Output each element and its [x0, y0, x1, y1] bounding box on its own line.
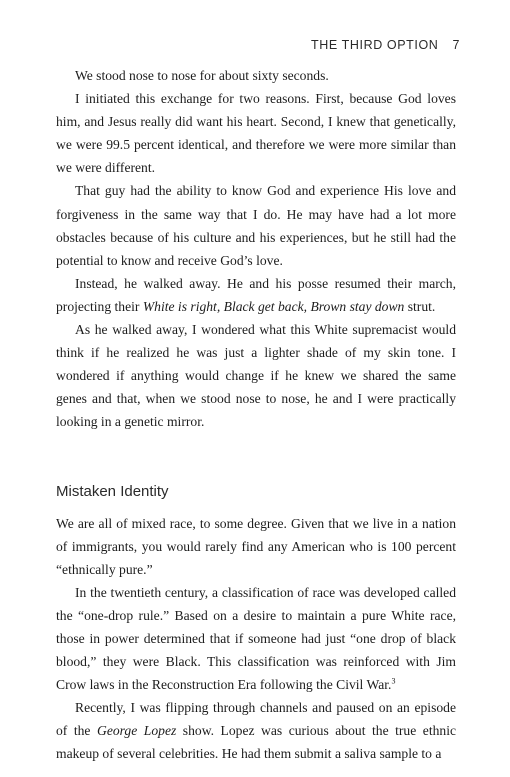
- paragraph: I initiated this exchange for two reasons. First, because God loves him, and Jesus really did want his heart. Second, I knew that genetically, we were 99.5 percent identical, and therefore we were more similar than we were different.: [56, 91, 456, 176]
- paragraph: We stood nose to nose for about sixty seconds.: [75, 68, 329, 83]
- chapter-title: THE THIRD OPTION: [311, 38, 439, 52]
- paragraph-text: strut.: [404, 298, 436, 314]
- paragraph: As he walked away, I wondered what this White supremacist would think if he realized he was just a lighter shade of my skin tone. I wondered if anything would change if he knew we shared the same genes and that, when we stood nose to nose, he and I were practically looking in a genetic mirror.: [56, 322, 456, 430]
- paragraph-text: Instead, he walked away. He and his posse resumed their march, projecting their: [56, 275, 456, 314]
- paragraph-text: Recently, I was flipping through channels and paused on an episode of the: [56, 700, 456, 739]
- section-heading: Mistaken Identity: [56, 482, 169, 500]
- paragraph: We are all of mixed race, to some degree. Given that we live in a nation of immigrants, you would rarely find any American who is 100 percent “ethnically pure.”: [56, 515, 456, 577]
- paragraph-text: show. Lopez was curious about the true ethnic makeup of several celebrities. He had them submit a saliva sample to a: [56, 723, 457, 762]
- italic-title: George Lopez: [97, 723, 177, 739]
- paragraph: [56, 272, 456, 318]
- page-number: 7: [452, 38, 460, 52]
- running-head: [311, 38, 460, 52]
- paragraph: [56, 696, 456, 765]
- paragraph-text: In the twentieth century, a classification of race was developed called the “one-drop rule.” Based on a desire to maintain a pure White race, those in power determined that if someone had just “one drop of black blood,” they were Black. This classification was reinforced with Jim Crow laws in the Reconstruction Era following the Civil War.: [56, 584, 456, 693]
- footnote-marker: 3: [391, 676, 396, 686]
- paragraph: That guy had the ability to know God and experience His love and forgiveness in the same way that I do. He may have had a lot more obstacles because of his culture and his experiences, but he still had the potential to know and receive God’s love.: [56, 183, 456, 268]
- body-text: [56, 64, 456, 766]
- italic-quote: White is right, Black get back, Brown stay down: [142, 298, 405, 314]
- paragraph: [56, 581, 456, 696]
